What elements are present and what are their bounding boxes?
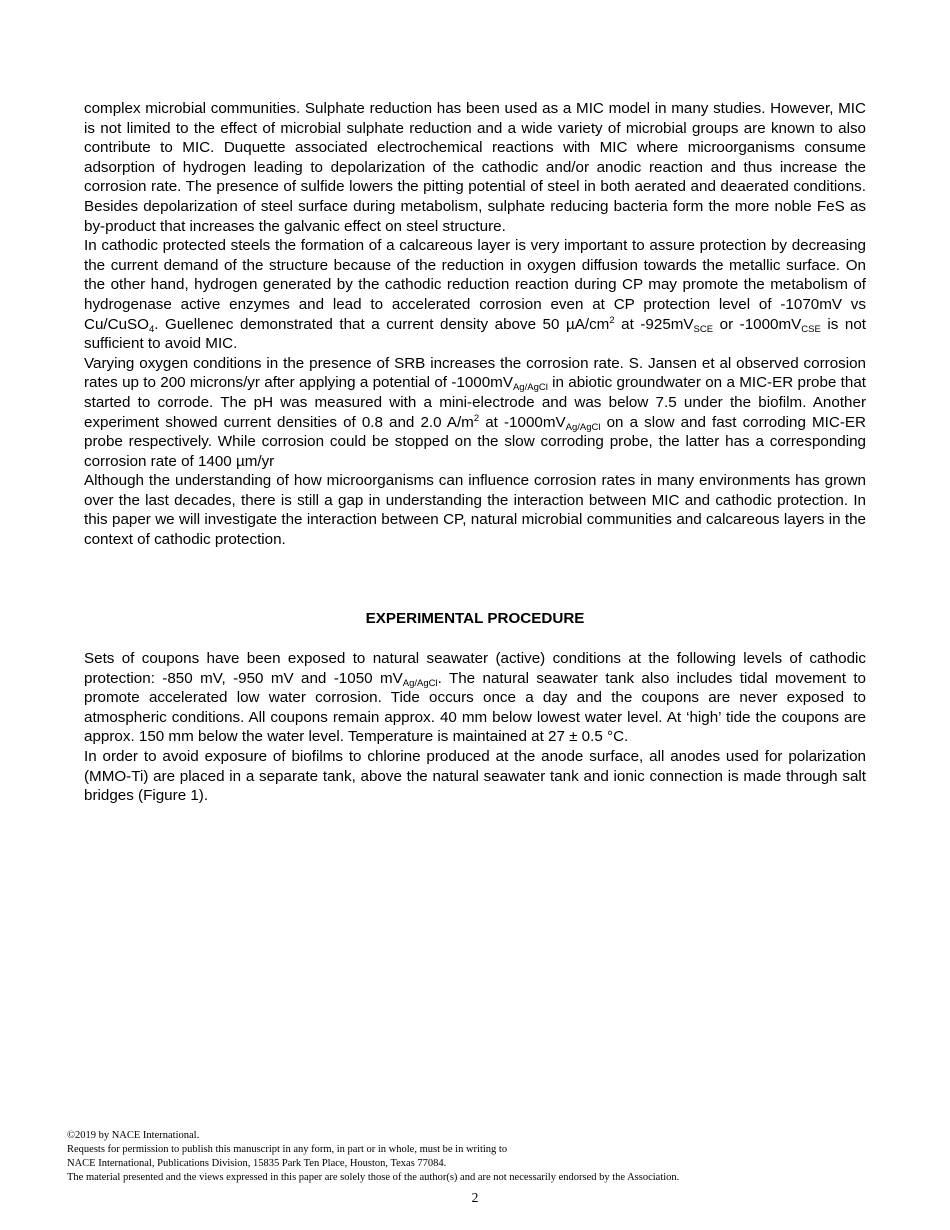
text-run: in abiotic groundwater on a MIC-ER probe that started to corrode. The pH was measured with a mini-electrode and was below 7.5 under the biofilm. Another experiment showed current densities of 0.8 and 2.0 A/m xyxy=(84,374,866,431)
text-run: or -1000mV xyxy=(713,315,802,333)
subscript: SCE xyxy=(693,323,714,335)
text-run: on a slow and fast corroding MIC-ER probe respectively. While corrosion could be stopped on the slow corroding probe, the latter has a corresponding corrosion rate of 1400 µm/yr xyxy=(84,413,866,470)
subscript: Ag/AgCl xyxy=(512,382,548,394)
paragraph-cathodic-calcareous xyxy=(84,236,866,354)
paragraph-anodes: In order to avoid exposure of biofilms to chlorine produced at the anode surface, all anodes used for polarization (MMO-Ti) are placed in a separate tank, above the natural seawater tank and ionic connection is made through salt bridges (Figure 1). xyxy=(84,747,866,805)
page-number: 2 xyxy=(471,1190,479,1205)
footer-line: NACE International, Publications Division, 15835 Park Ten Place, Houston, Texas 77084. xyxy=(67,1158,447,1169)
experimental-text-block xyxy=(84,649,866,806)
footer-line: ©2019 by NACE International. xyxy=(67,1130,200,1141)
text-run: . The natural seawater tank also includes tidal movement to promote accelerated low water corrosion. Tide occurs once a day and the coupons are never exposed to atmospheric conditions. All coupons remain approx. 40 mm below lowest water level. At ‘high’ tide the coupons are approx. 150 mm below the water level. Temperature is maintained at 27 ± 0.5 °C. xyxy=(84,669,866,746)
text-run: In cathodic protected steels the formation of a calcareous layer is very important to assure protection by decreasing the current demand of the structure because of the reduction in oxygen diffusion towards the metallic surface. On the other hand, hydrogen generated by the cathodic reduction reaction during CP may promote the metabolism of hydrogenase active enzymes and lead to accelerated corrosion even at CP protection level of -1070mV vs Cu/CuSO xyxy=(84,237,866,333)
footer-line: Requests for permission to publish this manuscript in any form, in part or in whole, must be in writing to xyxy=(67,1144,508,1155)
paragraph-oxygen-srb xyxy=(84,354,866,472)
paragraph-coupons xyxy=(84,649,866,747)
text-run: at -925mV xyxy=(614,315,694,333)
paragraph-research-gap: Although the understanding of how microorganisms can influence corrosion rates in many environments has grown over the last decades, there is still a gap in understanding the interaction between MIC and cathodic protection. In this paper we will investigate the interaction between CP, natural microbial communities and calcareous layers in the context of cathodic protection. xyxy=(84,472,866,549)
subscript: Ag/AgCl xyxy=(402,677,438,689)
subscript: Ag/AgCl xyxy=(565,421,601,433)
text-run: Varying oxygen conditions in the presence of SRB increases the corrosion rate. S. Jansen et al observed corrosion rates up to 200 microns/yr after applying a potential of -1000mV xyxy=(84,354,866,392)
superscript: 2 xyxy=(473,412,480,424)
intro-text-block xyxy=(84,99,866,550)
subscript: CSE xyxy=(801,323,821,335)
text-run: at -1000mV xyxy=(479,413,566,431)
superscript: 2 xyxy=(609,314,615,326)
text-run: . Guellenec demonstrated that a current density above 50 µA/cm xyxy=(154,315,610,333)
subscript: 4 xyxy=(149,323,155,335)
paragraph-mic-sulphate: complex microbial communities. Sulphate reduction has been used as a MIC model in many studies. However, MIC is not limited to the effect of microbial sulphate reduction and a wide variety of microbial groups are known to also contribute to MIC. Duquette associated electrochemical reactions with MIC where microorganisms consume adsorption of hydrogen leading to depolarization of the cathodic and/or anodic reaction and thus increase the corrosion rate. The presence of sulfide lowers the pitting potential of steel in both aerated and deaerated conditions. Besides depolarization of steel surface during metabolism, sulphate reducing bacteria form the more noble FeS as by-product that increases the galvanic effect on steel structure. xyxy=(84,100,866,235)
footer-line: The material presented and the views expressed in this paper are solely those of the author(s) and are not necessarily endorsed by the Association. xyxy=(67,1172,680,1183)
section-heading: EXPERIMENTAL PROCEDURE xyxy=(365,610,585,627)
text-run: Sets of coupons have been exposed to natural seawater (active) conditions at the following levels of cathodic protection: -850 mV, -950 mV and -1050 mV xyxy=(84,650,866,687)
copyright-footer xyxy=(67,1129,887,1185)
text-run: is not sufficient to avoid MIC. xyxy=(84,315,866,353)
